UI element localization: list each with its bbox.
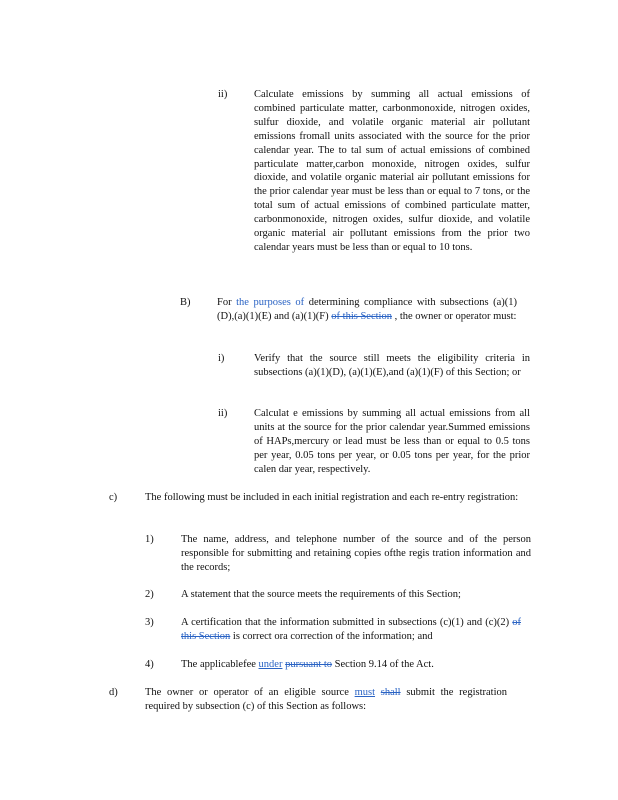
text-run: A certification that the information submitted in subsections (c)(1) and (c)(2) <box>181 617 513 628</box>
deleted-text: pursuant to <box>285 659 333 670</box>
item-label: ii) <box>218 408 228 419</box>
item-label: 2) <box>145 589 154 600</box>
compliance-paragraph <box>217 296 517 324</box>
text-run: submit the registration required by subsection (c) of this Section as follows: <box>145 687 508 712</box>
text-run: The applicablefee <box>181 659 259 670</box>
fee-paragraph <box>181 658 521 672</box>
certification-paragraph <box>181 616 521 644</box>
item-label: ii) <box>218 89 228 100</box>
statement-paragraph: A statement that the source meets the requirements of this Section; <box>181 589 461 600</box>
contact-info-paragraph: The name, address, and telephone number of the source and of the person responsible for submitting and retaining copies ofthe regis tration information and the records; <box>181 534 531 573</box>
inserted-text: the purposes of <box>236 297 305 308</box>
registration-contents-paragraph: The following must be included in each initial registration and each re-entry registration: <box>145 492 519 503</box>
item-label: 3) <box>145 617 154 628</box>
submission-paragraph <box>145 686 507 714</box>
summed-emissions-paragraph: Calculat e emissions by summing all actual emissions from all units at the source for the prior calendar year.Summed emissions of HAPs,mercury or lead must be less than or equal to 0.5 tons per year, 0.05 tons per year, or 0.05 tons per year, for the prior calen dar year, respectively. <box>254 408 530 475</box>
text-run: is correct ora correction of the information; and <box>230 630 433 642</box>
deleted-text: of this Section <box>331 310 392 322</box>
item-label: d) <box>109 687 118 698</box>
text-run: For <box>217 297 237 308</box>
item-label: 1) <box>145 534 154 545</box>
text-run: Section 9.14 of the Act. <box>332 659 434 670</box>
item-label: 4) <box>145 659 154 670</box>
inserted-text: must <box>354 687 376 698</box>
item-label: B) <box>180 297 191 308</box>
text-run: determining compliance with subsections (a)(1)(D),(a)(1)(E) and (a)(1)(F) <box>217 297 518 322</box>
inserted-text: under <box>258 659 283 670</box>
text-run: The owner or operator of an eligible source <box>145 687 355 698</box>
deleted-text: of this Section <box>181 617 521 642</box>
calculation-paragraph: Calculate emissions by summing all actual emissions of combined particulate matter, carbonmonoxide, nitrogen oxides, sulfur dioxide, and volatile organic material air pollutant emissions fromall units associated with the source for the prior calendar year. The to tal sum of actual emissions of combined particulate matter,carbon monoxide, nitrogen oxides, sulfur dioxide, and volatile organic material air pollutant emissions for the prior calendar year must be less than or equal to 7 tons, or the total sum of actual emissions of combined particulate matter, carbonmonoxide, nitrogen oxides, sulfur dioxide, and volatile organic material air pollutant emissions from the prior two calendar years must be less than or equal to 10 tons. <box>254 89 530 253</box>
item-label: i) <box>218 353 225 364</box>
verify-paragraph: Verify that the source still meets the eligibility criteria in subsections (a)(1)(D), (a)(1)(E),and (a)(1)(F) of this Section; or <box>254 353 530 378</box>
item-label: c) <box>109 492 118 503</box>
deleted-text: shall <box>380 687 401 698</box>
text-run: , the owner or operator must: <box>391 310 517 322</box>
